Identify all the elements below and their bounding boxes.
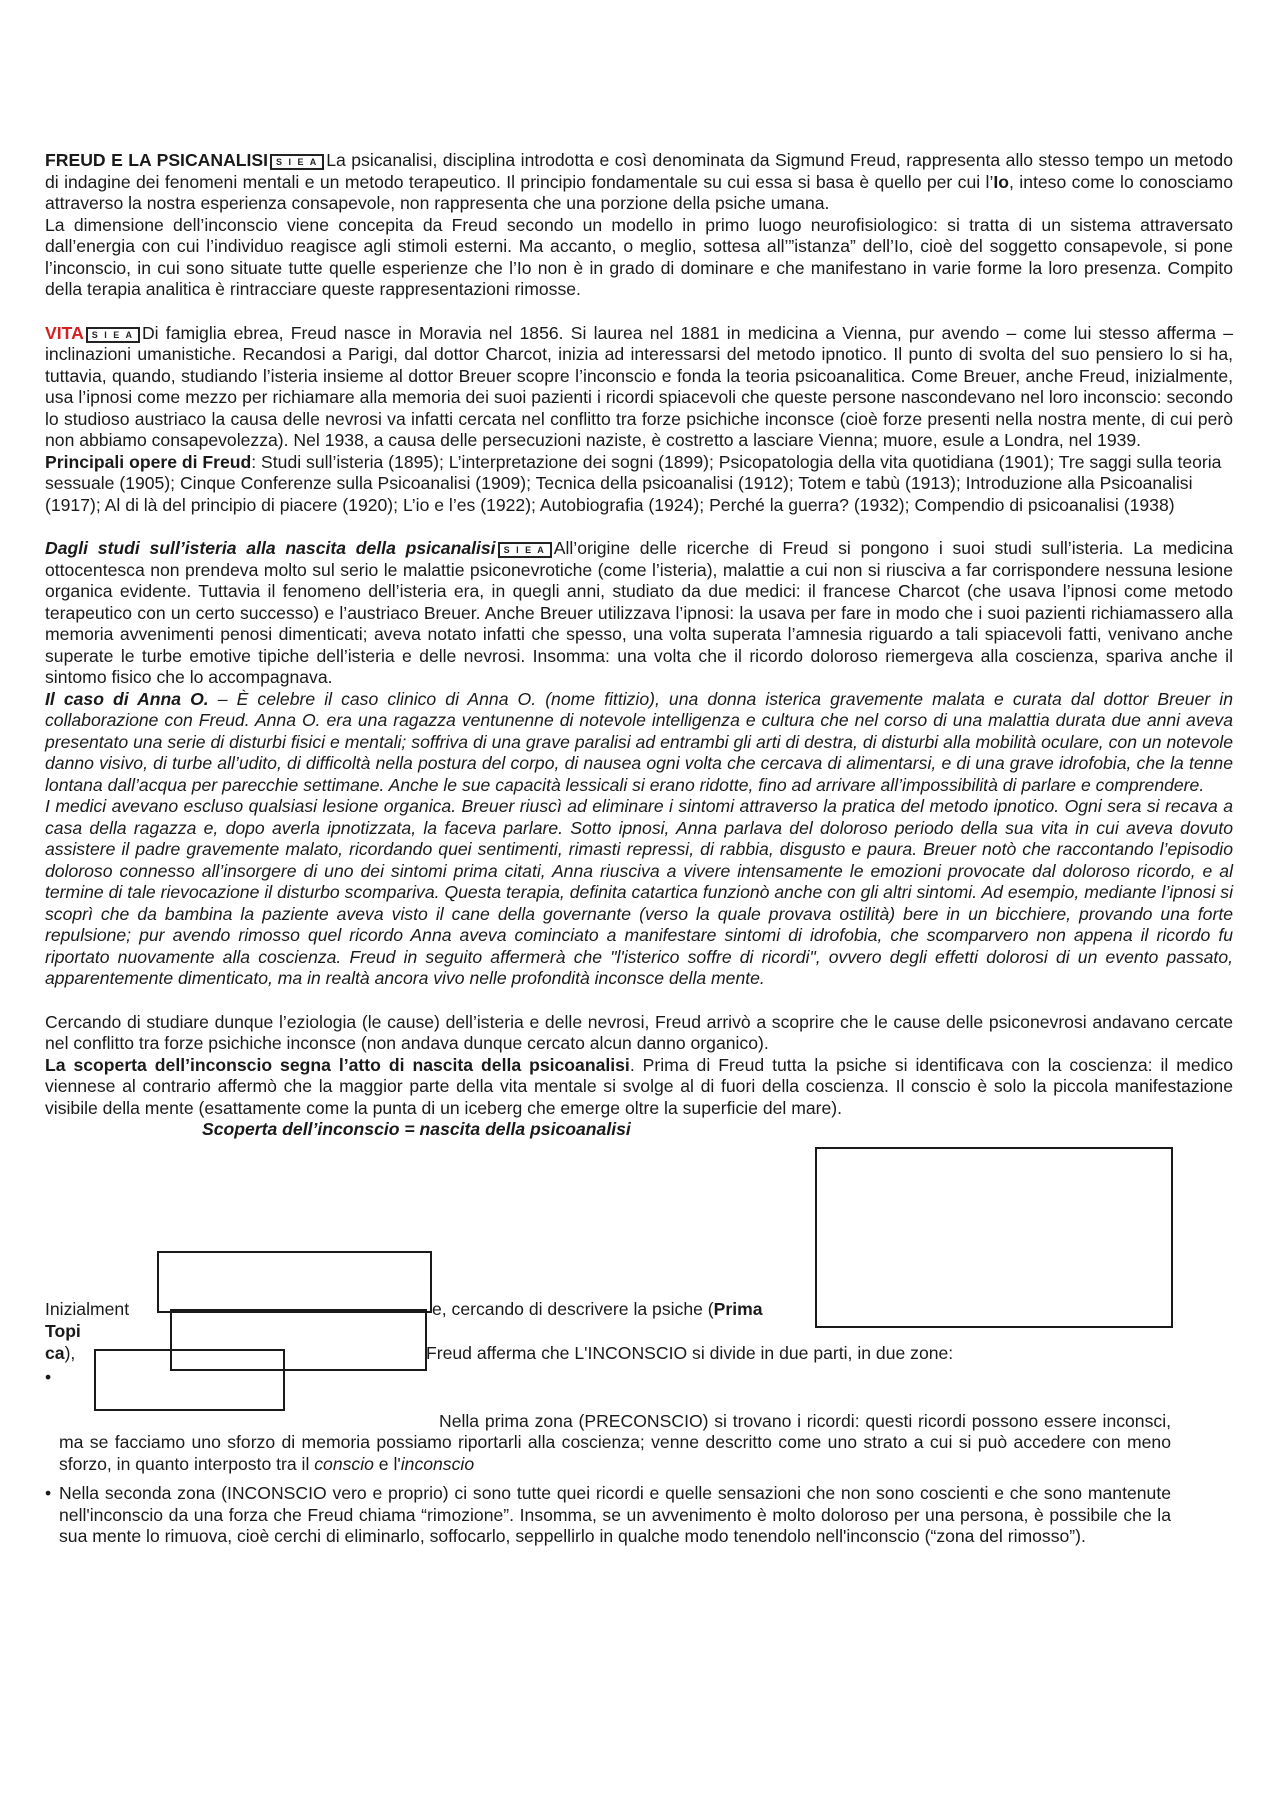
stamp-icon: S I E A: [498, 542, 552, 558]
list-item: • Nella seconda zona (INCONSCIO vero e proprio) ci sono tutte quei ricordi e quelle sensazioni che non sono coscienti e che sono mantenute nell'inconscio da una forza che Freud chiama “rimozione”. Insomma, se un avvenimento è molto doloroso per una persona, è possibile che la sua mente lo rimuova, cioè cerchi di eliminarlo, soffocarlo, seppellirlo in qualche modo tenendolo nell'inconscio (“zona del rimosso”).: [45, 1483, 1171, 1546]
paragraph-scoperta: La scoperta dell’inconscio segna l’atto di nascita della psicoanalisi. Prima di Freud tutta la psiche si identificava con la coscienza: il medico viennese al contrario affermò che la maggior parte della vita mentale si svolge al di fuori della coscienza. Il conscio è solo la piccola manifestazione visibile della mente (esattamente come la punta di un iceberg che emerge oltre la superficie del mare).: [45, 1054, 1233, 1118]
list-item: Nella prima zona (PRECONSCIO) si trovano i ricordi: questi ricordi possono essere inconsci, ma se facciamo uno sforzo di memoria possiamo riportarli alla coscienza; venne descritto come uno strato a cui si può accedere con meno sforzo, in quanto interposto tra il conscio e l'inconscio: [59, 1410, 1171, 1474]
equation-heading: Scoperta dell’inconscio = nascita della psicoanalisi: [202, 1119, 631, 1139]
bullet-marker: •: [45, 1483, 52, 1503]
section-freud-psicanalisi: FREUD E LA PSICANALISI S I E A La psicanalisi, disciplina introdotta e così denominata da Sigmund Freud, rappresenta allo stesso tempo un metodo di indagine dei fenomeni mentali e un metodo terapeutico. Il principio fondamentale su cui essa si basa è quello per cui l’Io, inteso come lo conosciamo attraverso la nostra esperienza consapevole, non rappresenta che una porzione della psiche umana.: [45, 150, 1233, 213]
section-isteria: Dagli studi sull’isteria alla nascita della psicanalisi S I E A All’origine delle ricerche di Freud si pongono i suoi studi sull’isteria. La medicina ottocentesca non prendeva molto sul serio le malattie psiconevrotiche (come l’isteria), malattie a cui non si riusciva a far corrispondere nessuna lesione organica evidente. Tuttavia il fenomeno dell’isteria era, in quegli anni, studiato da due medici: il francese Charcot (che usava l’ipnosi come metodo terapeutico con un certo successo) e l’austriaco Breuer. Anche Breuer utilizzava l’ipnosi: la usava per fare in modo che i suoi pazienti richiamassero alla memoria avvenimenti penosi dimenticati; aveva notato infatti che spesso, una volta superata l’amnesia riguardo a tali spiacevoli fatti, venivano anche superate le turbe emotive tipiche dell’isteria e delle nevrosi. Insomma: una volta che il ricordo doloroso riemergeva alla coscienza, spariva anche il sintomo fisico che lo accompagnava.: [45, 538, 1233, 687]
stamp-icon: S I E A: [86, 327, 140, 343]
section-vita: VITA S I E A Di famiglia ebrea, Freud nasce in Moravia nel 1856. Si laurea nel 1881 in medicina a Vienna, pur avendo – come lui stesso afferma – inclinazioni umanistiche. Recandosi a Parigi, dal dottor Charcot, inizia ad interessarsi del metodo ipnotico. Il punto di svolta del suo pensiero lo si ha, tuttavia, quando, studiando l’isteria insieme al dottor Breuer scopre l’inconscio e fonda la teoria psicoanalitica. Come Breuer, anche Freud, inizialmente, usa l’ipnosi come mezzo per richiamare alla memoria dei suoi pazienti i ricordi spiacevoli che queste persone nascondevano nel loro inconscio: secondo lo studioso austriaco la causa delle nevrosi va infatti cercata nel conflitto tra forze psichiche inconsce (cioè forze presenti nella nostra mente, di cui però non abbiamo consapevolezza). Nel 1938, a causa delle persecuzioni naziste, è costretto a lasciare Vienna; muore, esule a Londra, nel 1939.: [45, 322, 1233, 450]
paragraph-opere: Principali opere di Freud: Studi sull’isteria (1895); L’interpretazione dei sogni (1899); Psicopatologia della vita quotidiana (1901); Tre saggi sulla teoria sessuale (1905); Cinque Conferenze sulla Psicoanalisi (1909); Tecnica della psicoanalisi (1912); Totem e tabù (1913); Introduzione alla Psicoanalisi (1917); Al di là del principio di piacere (1920); L’io e l’es (1922); Autobiografia (1924); Perché la guerra? (1932); Compendio di psicoanalisi (1938): [45, 451, 1222, 515]
bullet-marker: •: [45, 1366, 52, 1387]
line-topica-1: Topi: [45, 1320, 81, 1341]
paragraph-anna-o-cure: I medici avevano escluso qualsiasi lesione organica. Breuer riuscì ad eliminare i sintomi attraverso la pratica del metodo ipnotico. Ogni sera si recava a casa della ragazza e, dopo averla ipnotizzata, la faceva parlare. Sotto ipnosi, Anna parlava del doloroso periodo della sua vita in cui aveva dovuto assistere il padre gravemente malato, ricordando quei sentimenti, rimasti repressi, di rabbia, disgusto e paura. Breuer notò che raccontando l’episodio doloroso connesso all’insorgere di uno dei sintomi prima citati, Anna riusciva a vivere intensamente le emozioni provocate dal doloroso ricordo, e al termine di tale rievocazione il disturbo scompariva. Questa terapia, definita catartica funzionò anche con gli altri sintomi. Ad esempio, mediante l’ipnosi si scoprì che da bambina la paziente aveva visto il cane della governante (verso la quale provava ostilità) bere in un bicchiere, provando una forte repulsione; pur avendo rimosso quel ricordo Anna aveva cominciato a manifestare sintomi di idrofobia, che scomparvero non appena il ricordo fu riportato nuovamente alla coscienza. Freud in seguito affermerà che "l'isterico soffre di ricordi", ovvero degli effetti dolorosi di un evento passato, apparentemente dimenticato, ma in realtà ancora vivo nelle profondità inconsce della mente.: [45, 796, 1233, 988]
section-title: Dagli studi sull’isteria alla nascita della psicanalisi: [45, 538, 496, 558]
zone-list: [45, 1411, 1233, 1548]
line-freud-afferma: Freud afferma che L'INCONSCIO si divide in due parti, in due zone:: [426, 1342, 954, 1363]
paragraph-eziologia: Cercando di studiare dunque l’eziologia (le cause) dell’isteria e delle nevrosi, Freud arrivò a scoprire che le cause delle psiconevrosi andavano cercate nel conflitto tra forze psichiche inconsce (non andava dunque cercato alcun danno organico).: [45, 1011, 1233, 1053]
paragraph-inconscio-model: La dimensione dell’inconscio viene concepita da Freud secondo un modello in primo luogo neurofisiologico: si tratta di un sistema attraversato dall’energia con cui l’individuo reagisce agli stimoli esterni. Ma accanto, o meglio, sottesa all’”istanza” dell’Io, cioè del soggetto consapevole, si pone l’inconscio, in cui sono situate tutte quelle esperienze che l’Io non è in grado di dominare e che manifestano in varie forme la loro presenza. Compito della terapia analitica è rintracciare queste rappresentazioni rimosse.: [45, 214, 1233, 299]
section-title: FREUD E LA PSICANALISI: [45, 150, 269, 170]
line-inizialmente: Inizialment: [45, 1298, 130, 1319]
stamp-icon: S I E A: [270, 154, 324, 170]
empty-frame-right: [815, 1147, 1173, 1328]
paragraph-anna-o: Il caso di Anna O. – È celebre il caso clinico di Anna O. (nome fittizio), una donna isterica gravemente malata e curata dal dottor Breuer in collaborazione con Freud. Anna O. era una ragazza ventunenne di notevole intelligenza e cultura che nel corso di una malattia durata due anni aveva presentato una serie di disturbi fisici e mentali; soffriva di una grave paralisi ad entrambi gli arti di destra, di disturbi alla mobilità oculare, con un notevole danno visivo, di turbe all’udito, di difficoltà nella postura del corpo, di nausea ogni volta che cercava di alimentarsi, e di una grave idrofobia, che la tenne lontana dall’acqua per parecchie settimane. Anche le sue capacità lessicali si erano ridotte, fino ad arrivare all’impossibilità di parlare e comprendere.: [45, 688, 1233, 795]
line-topica-2: ca),: [45, 1342, 76, 1363]
diagram-area: [45, 1141, 1233, 1411]
document-page: [45, 150, 1233, 1548]
empty-frame-1: [157, 1251, 432, 1313]
line-psiche: e, cercando di descrivere la psiche (Prima: [432, 1298, 763, 1319]
section-title: VITA: [45, 322, 84, 343]
empty-frame-3: [94, 1349, 285, 1411]
